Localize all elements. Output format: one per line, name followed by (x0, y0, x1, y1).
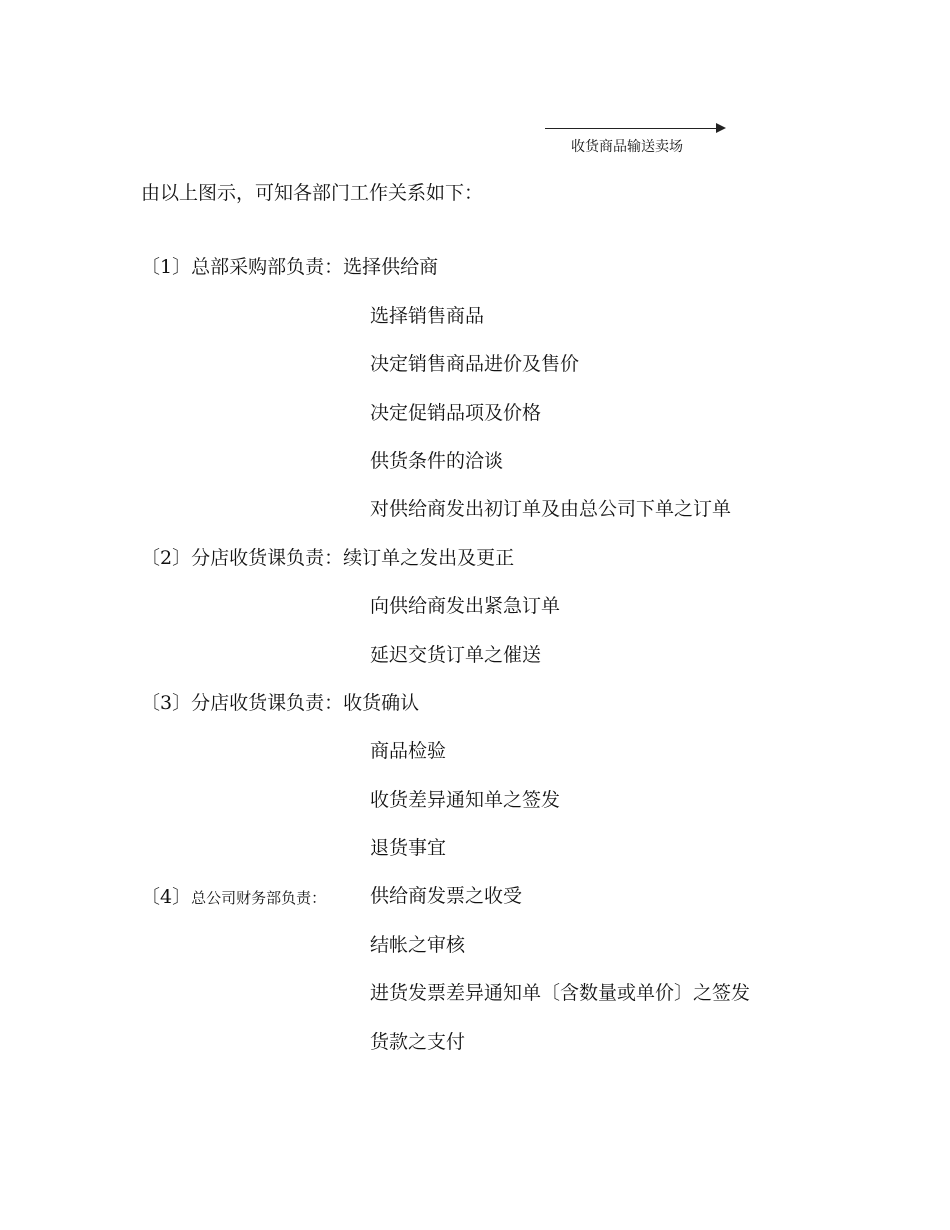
section-2-heading (141, 543, 514, 570)
section-3-number: 〔3〕 (141, 692, 192, 714)
section-2-label: 分店收货课负责： (191, 547, 344, 569)
section-3-heading (141, 688, 419, 715)
section-1-item-1: 选择供给商 (343, 256, 439, 278)
section-2-number: 〔2〕 (141, 547, 192, 569)
section-2-item-1: 续订单之发出及更正 (343, 547, 515, 569)
section-4-label: 总公司财务部负责： (191, 889, 327, 907)
section-3-item-4: 退货事宜 (370, 837, 447, 859)
section-1-item-2: 选择销售商品 (370, 305, 485, 327)
section-2-item-3: 延迟交货订单之催送 (370, 644, 542, 666)
section-4-number: 〔4〕 (141, 886, 192, 908)
flow-arrow (545, 120, 730, 160)
section-3-item-3: 收货差异通知单之签发 (370, 789, 561, 811)
section-3-label: 分店收货课负责： (191, 692, 344, 714)
section-4-item-2: 结帐之审核 (370, 934, 466, 956)
section-1-heading (141, 252, 438, 279)
section-4-item-3: 进货发票差异通知单〔含数量或单价〕之签发 (370, 982, 751, 1004)
section-4-heading (141, 882, 326, 909)
arrow-caption: 收货商品输送卖场 (571, 139, 683, 155)
section-3-item-1: 收货确认 (343, 692, 420, 714)
intro-text: 由以上图示，可知各部门工作关系如下： (141, 182, 484, 204)
section-2-item-2: 向供给商发出紧急订单 (370, 595, 561, 617)
section-1-item-3: 决定销售商品进价及售价 (370, 353, 580, 375)
section-1-item-5: 供货条件的洽谈 (370, 450, 504, 472)
section-4-item-1: 供给商发票之收受 (370, 885, 523, 907)
section-1-number: 〔1〕 (141, 256, 192, 278)
section-3-item-2: 商品检验 (370, 740, 447, 762)
section-1-item-6: 对供给商发出初订单及由总公司下单之订单 (370, 498, 732, 520)
section-1-label: 总部采购部负责： (191, 256, 344, 278)
arrow-line (545, 128, 717, 129)
arrow-head-icon (716, 123, 726, 133)
section-4-item-4: 货款之支付 (370, 1031, 466, 1053)
section-1-item-4: 决定促销品项及价格 (370, 402, 542, 424)
